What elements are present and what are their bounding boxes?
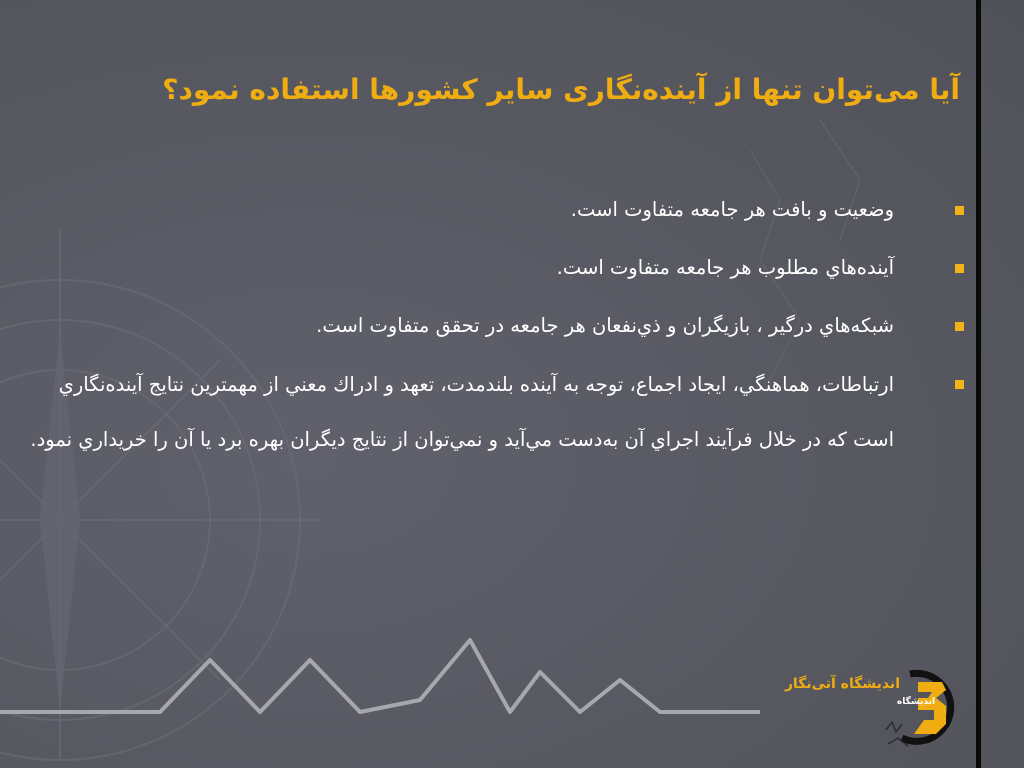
logo-name: اندیشگاه آتی‌نگار: [784, 676, 900, 692]
bullet-marker: [955, 380, 964, 389]
bullet-item: [14, 357, 894, 467]
logo-emblem-icon: [880, 668, 980, 758]
bullet-marker: [955, 264, 964, 273]
slide-title: آیا می‌توان تنها از آینده‌نگاری سایر کشورها استفاده نمود؟: [162, 73, 960, 106]
bullet-item: [14, 312, 894, 340]
bullet-text: شبکه‌هاي درگير ، بازيگران و ذي‌نفعان هر جامعه در تحقق متفاوت است.: [316, 314, 894, 337]
bullet-item: [14, 196, 894, 224]
bullet-marker: [955, 322, 964, 331]
bullet-marker: [955, 206, 964, 215]
right-vertical-bar: [976, 0, 981, 768]
bullet-text: وضعیت و بافت هر جامعه متفاوت است.: [570, 198, 894, 221]
bullet-list: [14, 196, 894, 497]
logo-badge-text: اندیشگاه: [896, 697, 936, 707]
bullet-text: ارتباطات، هماهنگي، ايجاد اجماع، توجه به آينده بلندمدت، تعهد و ادراك معني از مهمترين نتايج آينده‌نگاري است که در خلال فرآيند اجراي آن به‌دست مي‌آيد و نمي‌توان از نتايج ديگران بهره برد يا آن را خريداري نمود.: [30, 373, 894, 451]
bullet-item: [14, 254, 894, 282]
bullet-text: آینده‌هاي مطلوب هر جامعه متفاوت است.: [556, 256, 894, 279]
zigzag-line: [0, 640, 760, 712]
